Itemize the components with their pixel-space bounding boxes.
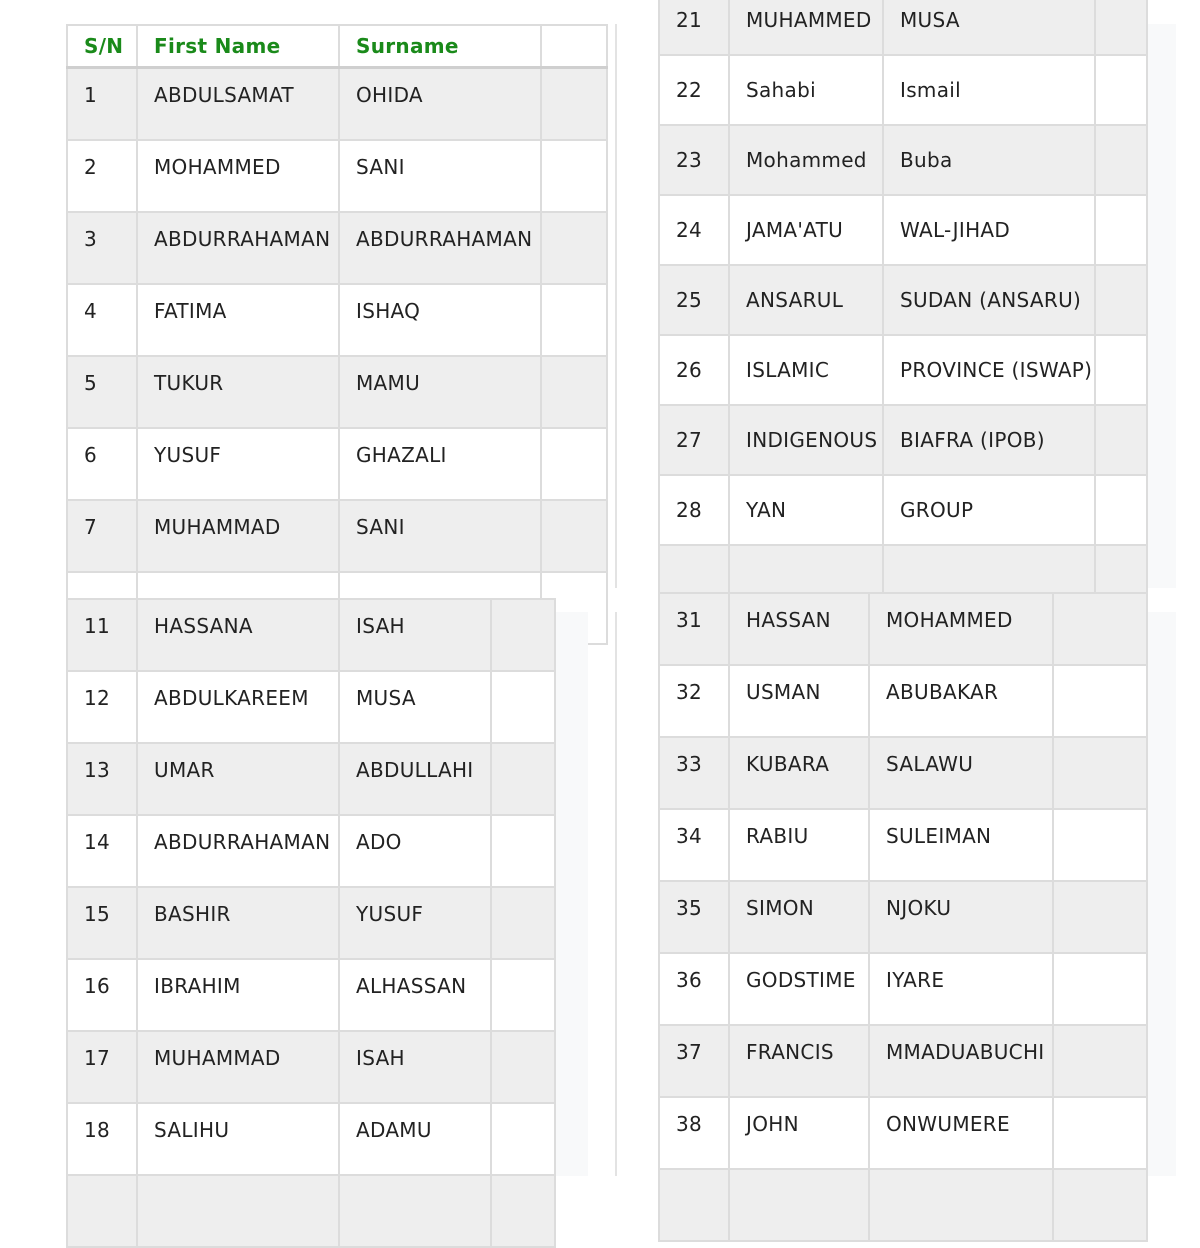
- cell-surname: GROUP: [883, 475, 1095, 545]
- cell-surname: SUDAN (ANSARU): [883, 265, 1095, 335]
- cell-empty: [1095, 265, 1147, 335]
- cell-empty: [541, 500, 607, 572]
- table-panel-top-right: [658, 8, 1176, 588]
- cell-empty: [491, 887, 555, 959]
- cell-surname: MAMU: [339, 356, 541, 428]
- table-row: [67, 743, 555, 815]
- table-row: [67, 887, 555, 959]
- cell-empty: [1095, 0, 1147, 55]
- cell-first-name: MOHAMMED: [137, 140, 339, 212]
- cell-surname: ADO: [339, 815, 491, 887]
- cell-empty: [491, 599, 555, 671]
- cell-sn: 11: [67, 599, 137, 671]
- cell-first-name: ANSARUL: [729, 265, 883, 335]
- cell-surname: ISAH: [339, 1031, 491, 1103]
- cell-empty: [1095, 405, 1147, 475]
- cell-first-name: YUSUF: [137, 428, 339, 500]
- cell-empty: [541, 356, 607, 428]
- table-row: [659, 475, 1147, 545]
- cell-first-name: ABDULKAREEM: [137, 671, 339, 743]
- cell-surname: PROVINCE (ISWAP): [883, 335, 1095, 405]
- cell-surname: ABDULLAHI: [339, 743, 491, 815]
- table-panel-top-left: [66, 24, 588, 588]
- table-row: [659, 593, 1147, 665]
- cell-empty: [1095, 195, 1147, 265]
- cell-empty: [541, 140, 607, 212]
- table-body: [67, 68, 607, 645]
- header-empty: [541, 25, 607, 68]
- cell-surname: [869, 1169, 1053, 1241]
- cell-sn: 1: [67, 68, 137, 141]
- cell-empty: [491, 671, 555, 743]
- header-sn: S/N: [67, 25, 137, 68]
- cell-empty: [491, 1175, 555, 1247]
- table-row: [67, 140, 607, 212]
- table-row: [67, 68, 607, 141]
- cell-first-name: JAMA'ATU: [729, 195, 883, 265]
- table-row: [67, 815, 555, 887]
- cell-surname: Buba: [883, 125, 1095, 195]
- cell-sn: 4: [67, 284, 137, 356]
- cell-first-name: SALIHU: [137, 1103, 339, 1175]
- cell-empty: [541, 284, 607, 356]
- table-row: [659, 195, 1147, 265]
- table-row: [659, 1169, 1147, 1241]
- cell-first-name: FATIMA: [137, 284, 339, 356]
- cell-first-name: MUHAMMAD: [137, 1031, 339, 1103]
- cell-surname: BIAFRA (IPOB): [883, 405, 1095, 475]
- cell-empty: [491, 815, 555, 887]
- cell-sn: 37: [659, 1025, 729, 1097]
- cell-sn: 13: [67, 743, 137, 815]
- cell-first-name: HASSANA: [137, 599, 339, 671]
- cell-first-name: MUHAMMED: [729, 0, 883, 55]
- cell-first-name: RABIU: [729, 809, 869, 881]
- cell-empty: [1095, 475, 1147, 545]
- cell-sn: 2: [67, 140, 137, 212]
- cell-sn: 12: [67, 671, 137, 743]
- cell-sn: 16: [67, 959, 137, 1031]
- cell-surname: ISHAQ: [339, 284, 541, 356]
- cell-sn: 26: [659, 335, 729, 405]
- table-row: [659, 0, 1147, 55]
- panel-divider: [615, 612, 617, 1176]
- cell-empty: [1053, 1025, 1147, 1097]
- cell-sn: 33: [659, 737, 729, 809]
- table-row: [659, 125, 1147, 195]
- table-panel-bottom-right: [658, 608, 1176, 1176]
- cell-surname: ABDURRAHAMAN: [339, 212, 541, 284]
- cell-sn: 34: [659, 809, 729, 881]
- cell-empty: [1095, 55, 1147, 125]
- table-row: [67, 428, 607, 500]
- cell-sn: 38: [659, 1097, 729, 1169]
- cell-first-name: GODSTIME: [729, 953, 869, 1025]
- cell-sn: 5: [67, 356, 137, 428]
- cell-sn: 7: [67, 500, 137, 572]
- cell-surname: OHIDA: [339, 68, 541, 141]
- cell-surname: MUSA: [883, 0, 1095, 55]
- table-row: [659, 265, 1147, 335]
- table-row: [659, 953, 1147, 1025]
- cell-surname: MUSA: [339, 671, 491, 743]
- cell-sn: 14: [67, 815, 137, 887]
- table-row: [659, 335, 1147, 405]
- cell-sn: 27: [659, 405, 729, 475]
- cell-surname: IYARE: [869, 953, 1053, 1025]
- cell-sn: 31: [659, 593, 729, 665]
- table-row: [659, 665, 1147, 737]
- cell-sn: [659, 1169, 729, 1241]
- cell-empty: [491, 959, 555, 1031]
- cell-empty: [1053, 809, 1147, 881]
- cell-sn: 21: [659, 0, 729, 55]
- cell-empty: [541, 212, 607, 284]
- cell-first-name: TUKUR: [137, 356, 339, 428]
- cell-surname: SULEIMAN: [869, 809, 1053, 881]
- cell-first-name: ISLAMIC: [729, 335, 883, 405]
- cell-sn: 22: [659, 55, 729, 125]
- cell-surname: SANI: [339, 500, 541, 572]
- cell-sn: 36: [659, 953, 729, 1025]
- cell-first-name: ABDULSAMAT: [137, 68, 339, 141]
- cell-first-name: ABDURRAHAMAN: [137, 212, 339, 284]
- table-row: [659, 881, 1147, 953]
- cell-first-name: Sahabi: [729, 55, 883, 125]
- cell-surname: MOHAMMED: [869, 593, 1053, 665]
- table-header-row: [67, 25, 607, 68]
- cell-sn: 25: [659, 265, 729, 335]
- cell-sn: 6: [67, 428, 137, 500]
- table-panel-bottom-left: [66, 612, 588, 1176]
- cell-empty: [1053, 1097, 1147, 1169]
- table-row: [67, 671, 555, 743]
- names-table: [658, 592, 1148, 1242]
- cell-empty: [491, 1031, 555, 1103]
- cell-empty: [491, 1103, 555, 1175]
- cell-surname: Ismail: [883, 55, 1095, 125]
- cell-first-name: FRANCIS: [729, 1025, 869, 1097]
- cell-empty: [1053, 1169, 1147, 1241]
- cell-first-name: [729, 1169, 869, 1241]
- cell-empty: [491, 743, 555, 815]
- cell-first-name: INDIGENOUS: [729, 405, 883, 475]
- table-row: [67, 1175, 555, 1247]
- cell-first-name: KUBARA: [729, 737, 869, 809]
- table-row: [659, 1097, 1147, 1169]
- cell-empty: [541, 428, 607, 500]
- cell-sn: 23: [659, 125, 729, 195]
- cell-surname: WAL-JIHAD: [883, 195, 1095, 265]
- cell-first-name: Mohammed: [729, 125, 883, 195]
- table-row: [659, 737, 1147, 809]
- table-row: [67, 284, 607, 356]
- cell-surname: ISAH: [339, 599, 491, 671]
- cell-first-name: MUHAMMAD: [137, 500, 339, 572]
- names-table: [66, 598, 556, 1248]
- cell-empty: [541, 68, 607, 141]
- cell-sn: 24: [659, 195, 729, 265]
- table-body: [659, 593, 1147, 1241]
- cell-first-name: USMAN: [729, 665, 869, 737]
- cell-first-name: UMAR: [137, 743, 339, 815]
- cell-sn: 18: [67, 1103, 137, 1175]
- cell-sn: 28: [659, 475, 729, 545]
- cell-sn: 3: [67, 212, 137, 284]
- cell-empty: [1095, 125, 1147, 195]
- cell-surname: SALAWU: [869, 737, 1053, 809]
- cell-sn: [67, 1175, 137, 1247]
- cell-surname: GHAZALI: [339, 428, 541, 500]
- table-row: [659, 405, 1147, 475]
- panel-divider: [615, 24, 617, 588]
- cell-surname: ONWUMERE: [869, 1097, 1053, 1169]
- cell-surname: SANI: [339, 140, 541, 212]
- table-row: [67, 212, 607, 284]
- header-surname: Surname: [339, 25, 541, 68]
- cell-sn: 35: [659, 881, 729, 953]
- cell-sn: 32: [659, 665, 729, 737]
- header-first-name: First Name: [137, 25, 339, 68]
- table-row: [67, 356, 607, 428]
- table-body: [67, 599, 555, 1247]
- table-row: [67, 959, 555, 1031]
- cell-surname: NJOKU: [869, 881, 1053, 953]
- cell-empty: [1095, 335, 1147, 405]
- cell-surname: ABUBAKAR: [869, 665, 1053, 737]
- cell-empty: [1053, 665, 1147, 737]
- names-table: [66, 24, 608, 645]
- cell-surname: ADAMU: [339, 1103, 491, 1175]
- table-row: [659, 55, 1147, 125]
- cell-surname: YUSUF: [339, 887, 491, 959]
- cell-first-name: ABDURRAHAMAN: [137, 815, 339, 887]
- cell-surname: MMADUABUCHI: [869, 1025, 1053, 1097]
- table-row: [67, 1031, 555, 1103]
- cell-empty: [1053, 593, 1147, 665]
- cell-empty: [1053, 737, 1147, 809]
- cell-empty: [1053, 953, 1147, 1025]
- cell-sn: 17: [67, 1031, 137, 1103]
- names-table: [658, 0, 1148, 616]
- cell-first-name: IBRAHIM: [137, 959, 339, 1031]
- table-row: [659, 1025, 1147, 1097]
- table-row: [67, 500, 607, 572]
- cell-sn: 15: [67, 887, 137, 959]
- cell-first-name: YAN: [729, 475, 883, 545]
- cell-first-name: [137, 1175, 339, 1247]
- cell-empty: [1053, 881, 1147, 953]
- cell-first-name: HASSAN: [729, 593, 869, 665]
- table-body: [659, 0, 1147, 615]
- cell-surname: ALHASSAN: [339, 959, 491, 1031]
- table-row: [67, 1103, 555, 1175]
- cell-first-name: JOHN: [729, 1097, 869, 1169]
- table-row: [659, 809, 1147, 881]
- cell-first-name: SIMON: [729, 881, 869, 953]
- table-row: [67, 599, 555, 671]
- cell-first-name: BASHIR: [137, 887, 339, 959]
- cell-surname: [339, 1175, 491, 1247]
